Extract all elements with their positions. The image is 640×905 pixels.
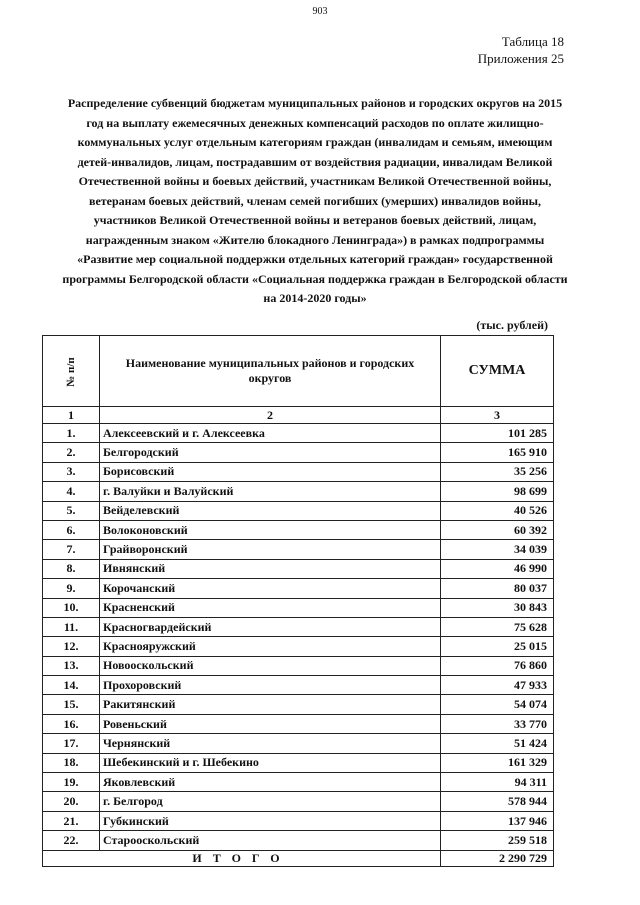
row-number: 11.	[43, 617, 100, 636]
amount-value: 35 256	[441, 462, 554, 481]
document-title: Распределение субвенций бюджетам муниципальных районов и городских округов на 2015 год на выплату ежемесячных денежных компенсаций расходов по оплате жилищно-коммунальных услуг отдельным категориям граждан (инвалидам и семьям, имеющим детей-инвалидов, лицам, пострадавшим от воздействия радиации, инвалидам Великой Отечественной войны и боевых действий, участникам Великой Отечественной войны, ветеранам боевых действий, членам семей погибших (умерших) инвалидов войны, участников Великой Отечественной войны и ветеранов боевых действий, лицам, награжденным знаком «Жителю блокадного Ленинграда») в рамках подпрограммы «Развитие мер социальной поддержки отдельных категорий граждан» государственной программы Белгородской области «Социальная поддержка граждан в Белгородской области на 2014-2020 годы»	[62, 96, 568, 305]
table-body	[43, 424, 554, 851]
district-name: Борисовский	[100, 462, 441, 481]
column-header-number-text: № п/п	[64, 356, 77, 387]
column-header-number	[43, 336, 100, 407]
table-row	[43, 617, 554, 636]
district-name: Вейделевский	[100, 501, 441, 520]
amount-value: 165 910	[441, 443, 554, 462]
page-number: 903	[312, 6, 328, 17]
column-number: 3	[441, 407, 554, 424]
amount-value: 33 770	[441, 714, 554, 733]
subsidy-table	[42, 335, 554, 867]
amount-value: 76 860	[441, 656, 554, 675]
district-name: Яковлевский	[100, 773, 441, 792]
row-number: 10.	[43, 598, 100, 617]
column-header-name: Наименование муниципальных районов и городских округов	[100, 336, 441, 407]
amount-value: 60 392	[441, 520, 554, 539]
amount-value: 47 933	[441, 676, 554, 695]
amount-value: 101 285	[441, 424, 554, 443]
table-row	[43, 792, 554, 811]
table-row	[43, 424, 554, 443]
amount-value: 259 518	[441, 831, 554, 850]
district-name: Губкинский	[100, 811, 441, 830]
row-number: 19.	[43, 773, 100, 792]
amount-value: 40 526	[441, 501, 554, 520]
table-row	[43, 676, 554, 695]
appendix-number: Приложения 25	[477, 51, 564, 66]
table-row	[43, 656, 554, 675]
district-name: Корочанский	[100, 579, 441, 598]
district-name: Новооскольский	[100, 656, 441, 675]
amount-value: 34 039	[441, 540, 554, 559]
district-name: Красногвардейский	[100, 617, 441, 636]
amount-value: 25 015	[441, 637, 554, 656]
column-number: 1	[43, 407, 100, 424]
row-number: 15.	[43, 695, 100, 714]
row-number: 3.	[43, 462, 100, 481]
table-row	[43, 579, 554, 598]
row-number: 9.	[43, 579, 100, 598]
district-name: Старооскольский	[100, 831, 441, 850]
table-row	[43, 482, 554, 501]
table-row	[43, 637, 554, 656]
district-name: Алексеевский и г. Алексеевка	[100, 424, 441, 443]
row-number: 14.	[43, 676, 100, 695]
table-row	[43, 695, 554, 714]
column-number: 2	[100, 407, 441, 424]
table-row	[43, 559, 554, 578]
amount-value: 137 946	[441, 811, 554, 830]
row-number: 21.	[43, 811, 100, 830]
row-number: 22.	[43, 831, 100, 850]
amount-value: 51 424	[441, 734, 554, 753]
row-number: 16.	[43, 714, 100, 733]
amount-value: 80 037	[441, 579, 554, 598]
district-name: Ракитянский	[100, 695, 441, 714]
table-row	[43, 734, 554, 753]
district-name: г. Валуйки и Валуйский	[100, 482, 441, 501]
row-number: 12.	[43, 637, 100, 656]
district-name: Грайворонский	[100, 540, 441, 559]
district-name: Прохоровский	[100, 676, 441, 695]
district-name: Белгородский	[100, 443, 441, 462]
row-number: 13.	[43, 656, 100, 675]
column-numbers-row	[43, 407, 554, 424]
table-row	[43, 501, 554, 520]
district-name: Шебекинский и г. Шебекино	[100, 753, 441, 772]
table-number: Таблица 18	[501, 34, 564, 49]
amount-value: 94 311	[441, 773, 554, 792]
table-row	[43, 773, 554, 792]
row-number: 20.	[43, 792, 100, 811]
table-row	[43, 831, 554, 850]
district-name: Краснояружский	[100, 637, 441, 656]
row-number: 8.	[43, 559, 100, 578]
table-row	[43, 462, 554, 481]
row-number: 2.	[43, 443, 100, 462]
row-number: 5.	[43, 501, 100, 520]
amount-value: 75 628	[441, 617, 554, 636]
row-number: 17.	[43, 734, 100, 753]
table-header-row	[43, 336, 554, 407]
district-name: Чернянский	[100, 734, 441, 753]
column-header-sum: СУММА	[441, 336, 554, 407]
row-number: 1.	[43, 424, 100, 443]
district-name: Ровеньский	[100, 714, 441, 733]
table-row	[43, 598, 554, 617]
amount-value: 30 843	[441, 598, 554, 617]
district-name: г. Белгород	[100, 792, 441, 811]
table-row	[43, 540, 554, 559]
row-number: 18.	[43, 753, 100, 772]
table-row	[43, 714, 554, 733]
row-number: 7.	[43, 540, 100, 559]
total-row	[43, 850, 554, 866]
table-row	[43, 443, 554, 462]
row-number: 4.	[43, 482, 100, 501]
table-label	[478, 33, 564, 67]
table-row	[43, 811, 554, 830]
total-label: ИТОГО	[43, 850, 441, 866]
district-name: Волоконовский	[100, 520, 441, 539]
total-amount: 2 290 729	[441, 850, 554, 866]
table-row	[43, 753, 554, 772]
district-name: Ивнянский	[100, 559, 441, 578]
row-number: 6.	[43, 520, 100, 539]
district-name: Красненский	[100, 598, 441, 617]
amount-value: 161 329	[441, 753, 554, 772]
amount-value: 98 699	[441, 482, 554, 501]
table-row	[43, 520, 554, 539]
units-label: (тыс. рублей)	[476, 318, 548, 332]
amount-value: 578 944	[441, 792, 554, 811]
amount-value: 46 990	[441, 559, 554, 578]
amount-value: 54 074	[441, 695, 554, 714]
